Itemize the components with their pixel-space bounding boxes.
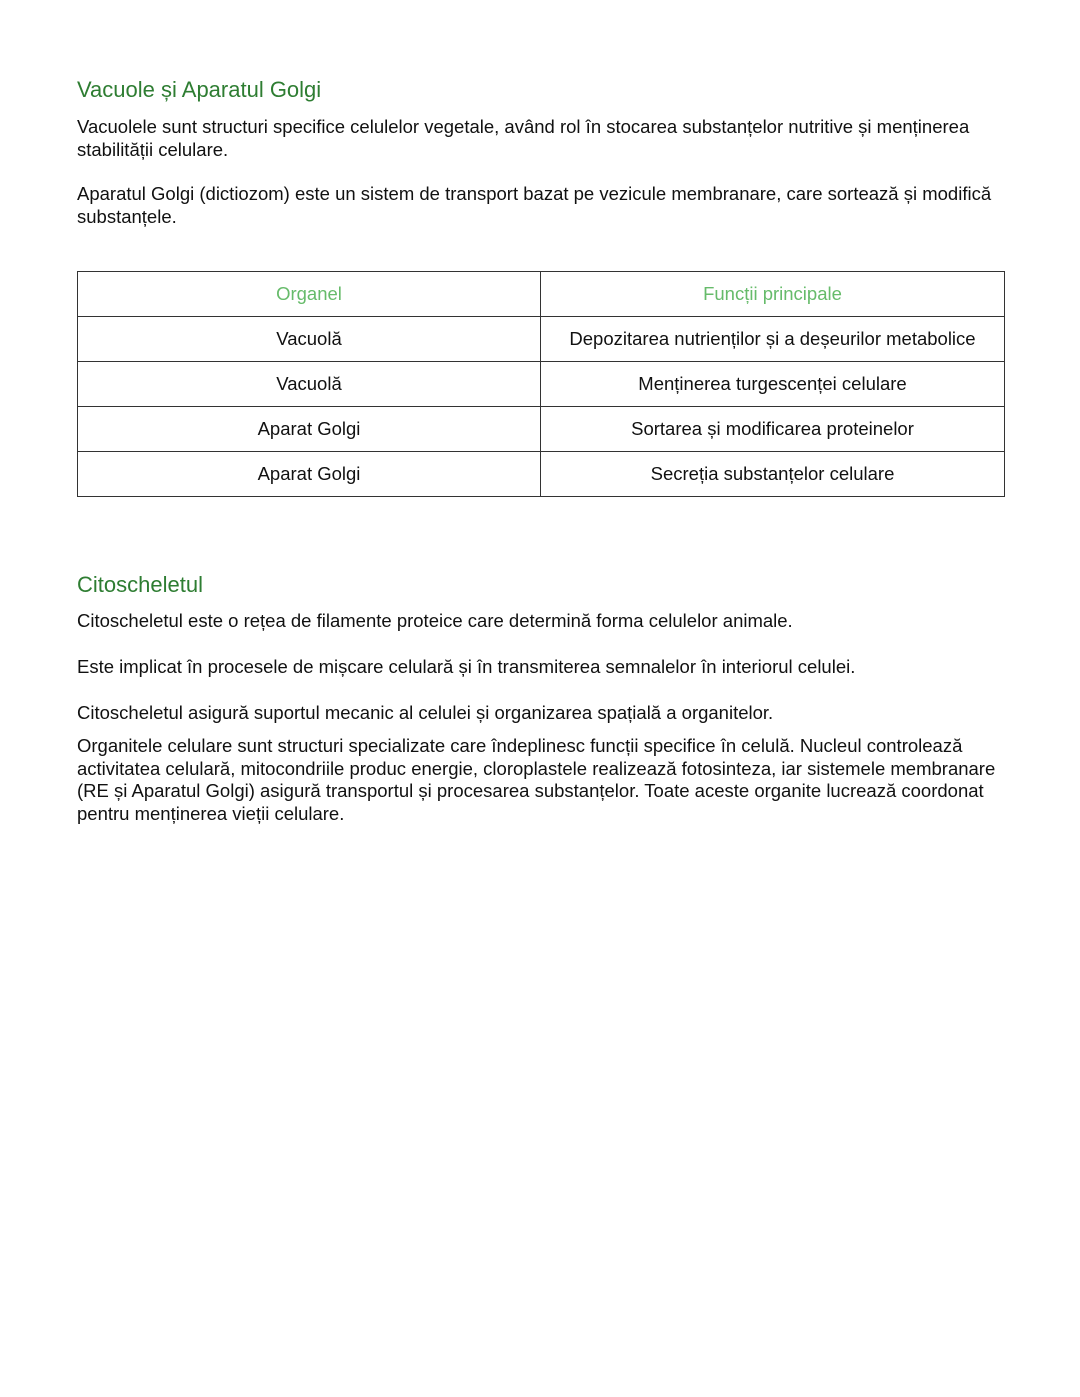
paragraph-citoschelet-miscare: Este implicat în procesele de mișcare celulară și în transmiterea semnalelor în interiorul celulei. bbox=[77, 656, 856, 677]
paragraph-golgi: Aparatul Golgi (dictiozom) este un sistem de transport bazat pe vezicule membranare, care sortează și modifică substanțele. bbox=[77, 183, 992, 227]
paragraph-citoschelet-retea: Citoscheletul este o rețea de filamente proteice care determină forma celulelor animale. bbox=[77, 610, 793, 631]
table-cell-organel: Aparat Golgi bbox=[78, 452, 541, 497]
table-row bbox=[78, 407, 1005, 452]
paragraph-citoschelet-suport: Citoscheletul asigură suportul mecanic al celulei și organizarea spațială a organitelor. bbox=[77, 702, 774, 723]
table-header-row bbox=[78, 272, 1005, 317]
table-header-organel: Organel bbox=[78, 272, 541, 317]
paragraph-vacuole: Vacuolele sunt structuri specifice celulelor vegetale, având rol în stocarea substanțelor nutritive și menținerea stabilității celulare. bbox=[77, 116, 970, 160]
table-cell-organel: Aparat Golgi bbox=[78, 407, 541, 452]
table-cell-functie: Secreția substanțelor celulare bbox=[541, 452, 1005, 497]
table-cell-organel: Vacuolă bbox=[78, 317, 541, 362]
table-row bbox=[78, 362, 1005, 407]
table-cell-functie: Sortarea și modificarea proteinelor bbox=[541, 407, 1005, 452]
table-row bbox=[78, 452, 1005, 497]
section-title-citoscheletul: Citoscheletul bbox=[77, 572, 203, 597]
table-cell-organel: Vacuolă bbox=[78, 362, 541, 407]
table-cell-functie: Menținerea turgescenței celulare bbox=[541, 362, 1005, 407]
table-cell-functie: Depozitarea nutrienților și a deșeurilor metabolice bbox=[541, 317, 1005, 362]
paragraph-organite-rezumat: Organitele celulare sunt structuri specializate care îndeplinesc funcții specifice în celulă. Nucleul controlează activitatea celulară, mitocondriile produc energie, cloroplastele realizează fotosinteza, iar sistemele membranare (RE și Aparatul Golgi) asigură transportul și procesarea substanțelor. Toate aceste organite lucrează coordonat pentru menținerea vieții celulare. bbox=[77, 735, 996, 824]
organelle-functions-table bbox=[77, 271, 1005, 497]
table-row bbox=[78, 317, 1005, 362]
section-title-vacuole-golgi: Vacuole și Aparatul Golgi bbox=[77, 77, 322, 102]
table-header-functii: Funcții principale bbox=[541, 272, 1005, 317]
